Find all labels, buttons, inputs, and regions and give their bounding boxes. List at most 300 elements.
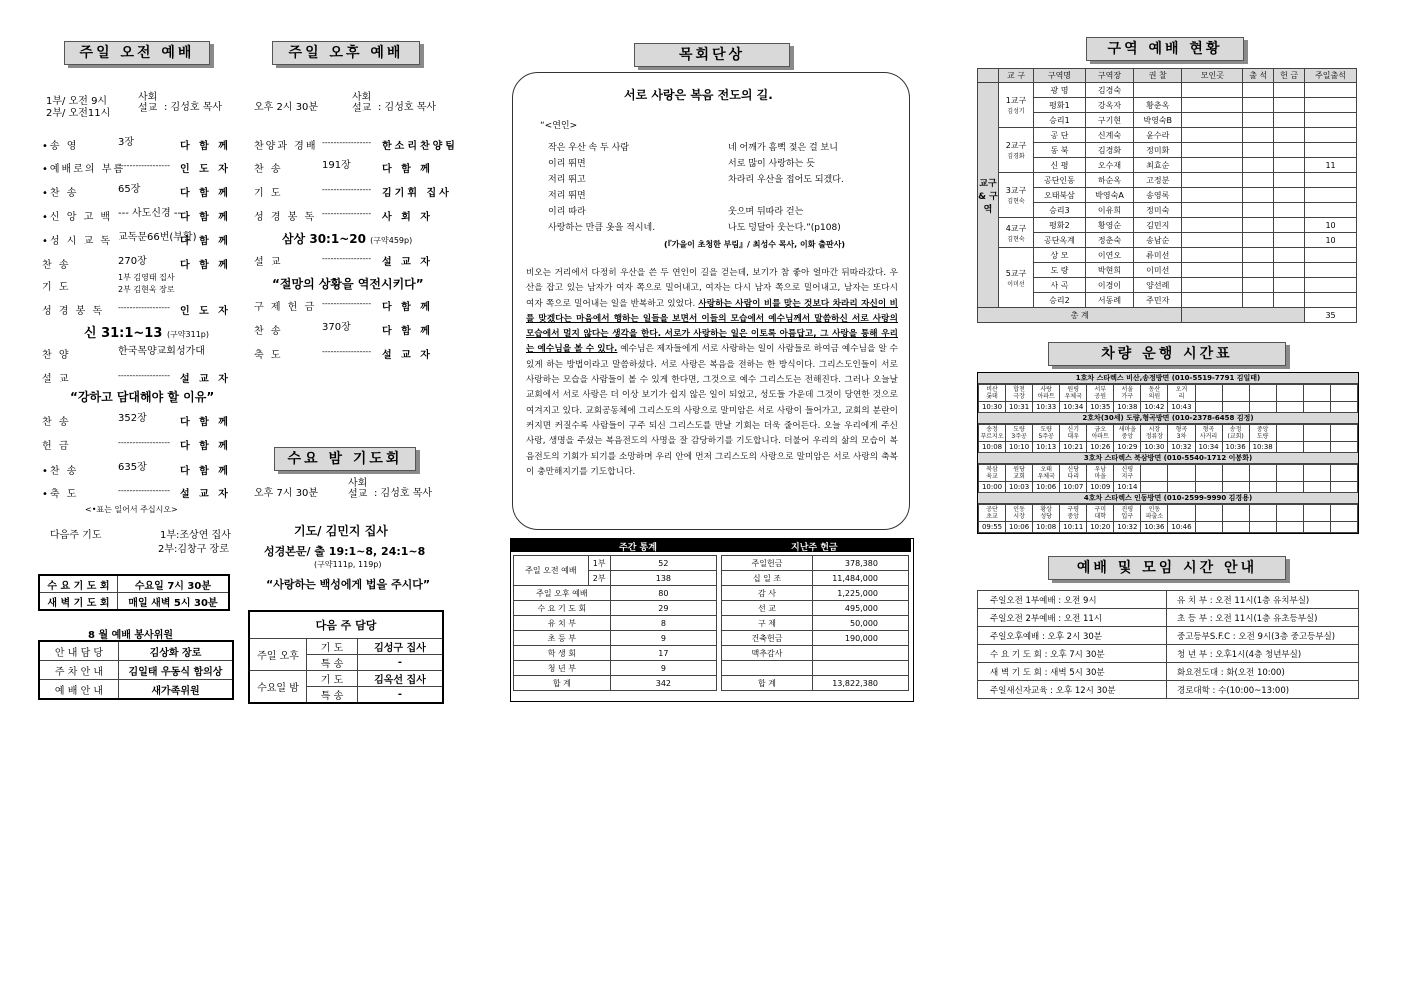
stats-value: 8	[610, 616, 716, 631]
bus-stops-row	[979, 465, 1358, 482]
district-cell: 평화1	[1034, 98, 1086, 113]
district-cell: 구기현	[1085, 113, 1133, 128]
bus-time: 10:29	[1114, 442, 1141, 453]
bus-stop: 시장 정류장	[1141, 425, 1168, 442]
district-cell	[1305, 173, 1357, 188]
bus-time	[1330, 442, 1357, 453]
bus-stop	[1330, 425, 1357, 442]
district-cell	[1274, 203, 1305, 218]
next-duty-group: 주일 오후	[249, 639, 307, 671]
district-cell: 오태북삼	[1034, 188, 1086, 203]
morning-item-label: 찬 송	[42, 260, 71, 271]
bus-time: 10:09	[1087, 482, 1114, 493]
prayer-time-label: 새 벽 기 도 회	[39, 593, 117, 611]
bus-time: 10:30	[1141, 442, 1168, 453]
next-duty-role: 기 도	[307, 671, 358, 687]
bus-time: 10:34	[1195, 442, 1222, 453]
morning-role: 사회 설교	[138, 92, 158, 114]
district-col-header: 헌 금	[1274, 69, 1305, 83]
bus-stop	[1168, 465, 1195, 482]
district-cell: 강옥자	[1085, 98, 1133, 113]
morning-item-person: 다 함 께	[180, 466, 231, 477]
bus-stop: 황상 성당	[1033, 505, 1060, 522]
district-cell	[1182, 188, 1243, 203]
district-cell	[1243, 128, 1274, 143]
district-cell: 정미화	[1134, 143, 1182, 158]
district-row	[978, 158, 1357, 173]
morning-item-label: 성 경 봉 독	[42, 306, 105, 317]
bus-time	[1249, 402, 1276, 413]
weekly-stats-table	[513, 555, 717, 691]
district-col-header: 교 구	[999, 69, 1034, 83]
district-col-header: 구역명	[1034, 69, 1086, 83]
district-cell: 김민지	[1134, 218, 1182, 233]
district-group	[999, 218, 1034, 248]
afternoon-item-detail: -----------------	[322, 254, 372, 263]
district-cell	[1182, 158, 1243, 173]
district-cell: 신 평	[1034, 158, 1086, 173]
wednesday-time: 오후 7시 30분	[254, 488, 319, 499]
bus-time: 10:32	[1114, 522, 1141, 533]
morning-item-detail: ------------------	[118, 371, 170, 380]
volunteer-row	[39, 680, 233, 700]
district-cell: 오수재	[1085, 158, 1133, 173]
afternoon-item-label: 찬 송	[254, 164, 283, 175]
next-prayer-label: 다음주 기도	[50, 530, 102, 541]
next-duty-group: 수요일 밤	[249, 671, 307, 704]
volunteers-title: 8 월 예배 봉사위원	[88, 630, 174, 641]
district-row	[978, 263, 1357, 278]
afternoon-item-label: 찬양과 경배	[254, 141, 318, 152]
district-cell	[1274, 83, 1305, 98]
morning-note: <•표는 일어서 주십시오>	[85, 505, 178, 514]
bus-time: 10:26	[1087, 442, 1114, 453]
district-cell	[1305, 278, 1357, 293]
bus-stop: 오태 우체국	[1033, 465, 1060, 482]
district-group-name: 3교구	[1005, 186, 1027, 195]
bus-time: 10:33	[1033, 402, 1060, 413]
morning-item-detail: ------------------	[118, 161, 170, 170]
district-row	[978, 173, 1357, 188]
district-total-row	[978, 308, 1357, 323]
district-group	[999, 128, 1034, 173]
pastor-column-header: 목회단상	[634, 43, 790, 67]
bus-time: 10:07	[1060, 482, 1087, 493]
district-cell	[1305, 263, 1357, 278]
district-cell	[1305, 188, 1357, 203]
next-duty-name: 김옥선 집사	[358, 671, 444, 687]
poem-line: 사랑하는 만큼 옷을 적시네.	[548, 223, 656, 233]
district-side-label: 교구 & 구역	[978, 83, 999, 308]
district-cell: 박영숙A	[1085, 188, 1133, 203]
morning-preacher: : 김성호 목사	[164, 102, 223, 113]
wednesday-header: 수요 밤 기도회	[274, 447, 416, 471]
stats-label: 유 치 부	[514, 616, 611, 631]
district-cell	[1243, 293, 1274, 308]
district-cell	[1305, 143, 1357, 158]
bus-stop	[1330, 465, 1357, 482]
district-cell: 박현희	[1085, 263, 1133, 278]
district-cell	[1274, 128, 1305, 143]
afternoon-item-label: 구 제 헌 금	[254, 302, 317, 313]
next-duty-name: -	[358, 687, 444, 704]
morning-item-label: 설 교	[42, 374, 71, 385]
district-cell: 정미숙	[1134, 203, 1182, 218]
afternoon-time: 오후 2시 30분	[254, 102, 319, 113]
district-cell	[1274, 143, 1305, 158]
district-cell	[1243, 263, 1274, 278]
bus-stop: 원당 교회	[1006, 465, 1033, 482]
stats-label: 청 년 부	[514, 661, 611, 676]
district-cell	[1243, 278, 1274, 293]
offering-label: 감 사	[722, 586, 813, 601]
bus-stop	[1303, 505, 1330, 522]
bus-stop	[1195, 505, 1222, 522]
district-cell	[1243, 233, 1274, 248]
meeting-left: 수 요 기 도 회 : 오후 7시 30분	[978, 645, 1167, 663]
bus-time	[1276, 482, 1303, 493]
district-row	[978, 98, 1357, 113]
poem-line: 나도 덩달아 웃는다.”(p108)	[728, 223, 841, 233]
district-cell: 승리2	[1034, 293, 1086, 308]
bus-stop: 구미 대학	[1087, 505, 1114, 522]
offering-value: 11,484,000	[813, 571, 909, 586]
bus-stop	[1222, 465, 1249, 482]
district-cell	[1182, 248, 1243, 263]
district-row	[978, 248, 1357, 263]
offering-value: 190,000	[813, 631, 909, 646]
district-cell	[1182, 83, 1243, 98]
stats-row	[514, 661, 717, 676]
district-cell	[1182, 113, 1243, 128]
offering-value: 50,000	[813, 616, 909, 631]
bus-stop	[1249, 505, 1276, 522]
district-group-leader: 이미선	[1007, 280, 1025, 288]
bus-time	[1141, 482, 1168, 493]
meeting-row	[978, 645, 1359, 663]
morning-item-detail: 교독문66번(부활)	[118, 232, 197, 243]
district-group-name: 5교구	[1005, 268, 1027, 278]
bus-stop: 진평 입구	[1114, 505, 1141, 522]
stats-row	[514, 601, 717, 616]
morning-item-person: 설 교 자	[180, 489, 231, 500]
bus-stops-row	[979, 385, 1358, 402]
district-cell	[1274, 188, 1305, 203]
bus-time: 10:36	[1141, 522, 1168, 533]
district-cell: 박영숙B	[1134, 113, 1182, 128]
district-cell	[1305, 248, 1357, 263]
stats-value: 342	[610, 676, 716, 691]
wednesday-scripture: 성경본문/ 출 19:1~8, 24:1~8	[264, 545, 426, 558]
morning-sermon-title: “강하고 담대해야 할 이유”	[70, 390, 215, 404]
meeting-left: 주일오전 1부예배 : 오전 9시	[978, 591, 1167, 609]
district-group-leader: 김현숙	[1007, 235, 1025, 243]
weekly-stats-title: 주간 통계	[619, 543, 657, 553]
stats-row	[514, 556, 717, 571]
afternoon-item-detail: 370장	[322, 322, 351, 333]
bus-time	[1195, 522, 1222, 533]
district-col-header: 출 석	[1243, 69, 1274, 83]
bus-schedule	[977, 372, 1359, 534]
morning-item-label: 헌 금	[42, 441, 71, 452]
offering-value: 13,822,380	[813, 676, 909, 691]
pastor-column-body	[526, 266, 898, 522]
morning-item-label: •성 시 교 독	[42, 236, 113, 247]
afternoon-item-detail: -----------------	[322, 347, 372, 356]
offering-label: 구 제	[722, 616, 813, 631]
prayer-time-row	[39, 575, 229, 593]
poem-line: 서로 많이 사랑하는 듯	[728, 159, 815, 169]
wednesday-title: “사랑하는 백성에게 법을 주시다”	[266, 578, 431, 591]
district-group-leader: 김현숙	[1007, 198, 1025, 205]
morning-item-detail: 635장	[118, 462, 147, 473]
offering-label	[722, 661, 813, 676]
district-cell	[1134, 83, 1182, 98]
bus-time: 10:20	[1087, 522, 1114, 533]
district-cell: 이연오	[1085, 248, 1133, 263]
stats-label: 초 등 부	[514, 631, 611, 646]
bus-time: 10:32	[1168, 442, 1195, 453]
meeting-header: 예배 및 모임 시간 안내	[1048, 556, 1286, 580]
bus-stop	[1276, 465, 1303, 482]
district-cell	[1182, 98, 1243, 113]
district-cell	[1182, 293, 1243, 308]
bus-route-title: 3호차 스타렉스 북삼방면 (010-5540-1712 이봉화)	[978, 453, 1358, 464]
district-cell	[1305, 98, 1357, 113]
wednesday-role: 사회 설교	[348, 478, 368, 500]
offering-title: 지난주 헌금	[791, 543, 838, 553]
district-header: 구역 예배 현황	[1086, 37, 1244, 61]
bus-time: 10:10	[1006, 442, 1033, 453]
morning-time-2: 2부/ 오전11시	[46, 108, 111, 119]
morning-item-detail: ------------------	[118, 486, 170, 495]
bus-stop	[1330, 385, 1357, 402]
bus-stop	[1141, 465, 1168, 482]
offering-label: 건축헌금	[722, 631, 813, 646]
bus-time: 10:06	[1033, 482, 1060, 493]
bus-stop	[1276, 505, 1303, 522]
bus-stop	[1303, 425, 1330, 442]
bus-stop: 형곡 3차	[1168, 425, 1195, 442]
wednesday-prayer: 기도/ 김민지 집사	[294, 524, 388, 538]
district-cell: 평화2	[1034, 218, 1086, 233]
district-cell	[1243, 158, 1274, 173]
bus-time	[1168, 482, 1195, 493]
next-duty-row	[249, 671, 443, 687]
prayer-time-label: 수 요 기 도 회	[39, 575, 117, 593]
district-cell: 도 량	[1034, 263, 1086, 278]
bus-time: 10:08	[1033, 522, 1060, 533]
bus-time	[1303, 482, 1330, 493]
district-row	[978, 113, 1357, 128]
district-cell: 공 단	[1034, 128, 1086, 143]
district-header-row	[978, 69, 1357, 83]
volunteer-name: 김일태 우동식 함의상	[119, 661, 234, 680]
bus-time: 10:21	[1060, 442, 1087, 453]
bus-time: 10:34	[1060, 402, 1087, 413]
district-cell: 승리3	[1034, 203, 1086, 218]
poem-line: 저리 뛰고	[548, 175, 586, 185]
bus-time	[1276, 402, 1303, 413]
bus-stop: 인동 시장	[1006, 505, 1033, 522]
prayer-time-value: 매일 새벽 5시 30분	[117, 593, 229, 611]
district-col-header: 구역장	[1085, 69, 1133, 83]
meeting-row	[978, 591, 1359, 609]
district-row	[978, 143, 1357, 158]
afternoon-item-detail: -----------------	[322, 185, 372, 194]
district-cell: 이유희	[1085, 203, 1133, 218]
district-cell	[1274, 233, 1305, 248]
meeting-right: 유 치 부 : 오전 11시(1층 유치부실)	[1167, 591, 1359, 609]
district-row	[978, 233, 1357, 248]
bus-stop: 원평 우체국	[1060, 385, 1087, 402]
bus-time: 09:55	[979, 522, 1006, 533]
district-cell	[1305, 113, 1357, 128]
bus-time: 10:13	[1033, 442, 1060, 453]
bus-stop	[1276, 425, 1303, 442]
next-duty-role: 기 도	[307, 639, 358, 655]
bus-time: 10:03	[1006, 482, 1033, 493]
afternoon-item-label: 설 교	[254, 257, 283, 268]
bus-stop: 북삼 육교	[979, 465, 1006, 482]
bus-time	[1222, 522, 1249, 533]
bus-time	[1195, 402, 1222, 413]
morning-item-person: 다 함 께	[180, 236, 231, 247]
morning-scripture-page: (구약311p)	[166, 330, 209, 339]
afternoon-item-label: 성 경 봉 독	[254, 212, 317, 223]
bus-stop: 서울 가구	[1114, 385, 1141, 402]
bus-time	[1330, 482, 1357, 493]
bus-time	[1303, 522, 1330, 533]
offering-row	[722, 631, 909, 646]
volunteer-name: 새가족위원	[119, 680, 234, 700]
column-paragraph-2: 사랑하는 사람이 비를 맞는 것보다 차라리 자신이 비를 맞겠다는 마음에서 행하는 일들을 보면서 이들의 모습에서 예수님께서 말씀하신 서로 사랑의 모습에서 멀지 않다는 생각을 한다. 서로가 사랑하는 일은 이토록 아름답고, 그 사랑을 통해 우리는 예수님을 볼 수 있다.	[526, 298, 898, 355]
meeting-row	[978, 663, 1359, 681]
morning-item-label: 기 도	[42, 282, 71, 293]
stats-row	[514, 616, 717, 631]
next-duty-role: 특 송	[307, 687, 358, 704]
meeting-left: 주일오후예배 : 오후 2시 30분	[978, 627, 1167, 645]
stats-value: 80	[610, 586, 716, 601]
afternoon-scripture-ref: 삼상 30:1~20	[282, 232, 366, 246]
morning-item-label: •신 앙 고 백	[42, 212, 113, 223]
bus-stop: 신기 대우	[1060, 425, 1087, 442]
morning-item-detail: 270장	[118, 256, 147, 267]
district-cell	[1243, 98, 1274, 113]
bus-time: 10:35	[1087, 402, 1114, 413]
afternoon-scripture-page: (구약459p)	[370, 236, 413, 245]
morning-item-detail: 1부 김영태 집사 2부 김현욱 장로	[118, 273, 175, 294]
prayer-time-row	[39, 593, 229, 611]
bus-stop	[1276, 385, 1303, 402]
district-cell: 김경화	[1085, 143, 1133, 158]
stats-sublabel: 1부	[588, 556, 610, 571]
district-cell	[1243, 248, 1274, 263]
bus-stop: 인동 파출소	[1141, 505, 1168, 522]
bus-stop: 신평 지구	[1114, 465, 1141, 482]
afternoon-item-person: 다 함 께	[382, 164, 433, 175]
bus-route-table	[978, 424, 1358, 453]
morning-item-person: 다 함 께	[180, 188, 231, 199]
offering-label: 맥추감사	[722, 646, 813, 661]
next-duty-name: 김성구 집사	[358, 639, 444, 655]
next-duty-name: -	[358, 655, 444, 671]
stats-label: 수 요 기 도 회	[514, 601, 611, 616]
morning-item-label: •찬 송	[42, 466, 79, 477]
district-cell: 광 명	[1034, 83, 1086, 98]
stats-label: 주일 오전 예배	[514, 556, 589, 586]
morning-item-person: 다 함 께	[180, 441, 231, 452]
morning-worship-header: 주일 오전 예배	[64, 41, 210, 65]
bus-time: 10:06	[1006, 522, 1033, 533]
bus-time	[1249, 522, 1276, 533]
morning-item-person: 설 교 자	[180, 374, 231, 385]
volunteer-role: 예 배 안 내	[39, 680, 119, 700]
bus-stop	[1222, 385, 1249, 402]
district-col-header: 모인곳	[1182, 69, 1243, 83]
morning-time-1: 1부/ 오전 9시	[46, 96, 108, 107]
bus-time	[1303, 402, 1330, 413]
afternoon-role: 사회 설교	[352, 92, 372, 114]
offering-value: 1,225,000	[813, 586, 909, 601]
stats-label: 학 생 회	[514, 646, 611, 661]
morning-item-person: 다 함 께	[180, 260, 231, 271]
offering-label: 합 계	[722, 676, 813, 691]
district-cell: 공단옥계	[1034, 233, 1086, 248]
afternoon-item-person: 김기휘 집사	[382, 188, 452, 199]
column-paragraph-1: 비오는 거리에서 다정히 우산을 쓴 두 연인이 길을 걷는데, 보기가 참 좋아 얼마간 뒤따라갔다. 우산을 잡고 있는 남자가 여자 쪽으로 밀어내고, 여자는 다시 남자 쪽으로 밀어내고, 남자는 또다시 여자 쪽으로 밀어내는 일을 반복하고 있었다.	[526, 268, 898, 309]
morning-item-person: 다 함 께	[180, 141, 231, 152]
bus-time: 10:36	[1222, 442, 1249, 453]
bus-time: 10:46	[1168, 522, 1195, 533]
afternoon-preacher: : 김성호 목사	[378, 102, 437, 113]
wednesday-scripture-page: (구약111p, 119p)	[314, 560, 382, 569]
morning-item-label: •축 도	[42, 489, 79, 500]
bus-time: 10:42	[1141, 402, 1168, 413]
district-cell	[1182, 218, 1243, 233]
district-cell	[1182, 263, 1243, 278]
offering-row	[722, 601, 909, 616]
bus-time: 10:43	[1168, 402, 1195, 413]
bus-stop	[1168, 505, 1195, 522]
district-cell: 송남순	[1134, 233, 1182, 248]
district-group-name: 1교구	[1005, 96, 1027, 105]
district-cell: 10	[1305, 218, 1357, 233]
bus-route-title: 2호차(30세) 도량,형곡방면 (010-2378-6458 김정)	[978, 413, 1358, 424]
district-cell	[1274, 98, 1305, 113]
next-duty-table	[248, 610, 444, 704]
bus-stop: 도량 5주공	[1033, 425, 1060, 442]
stats-row	[514, 586, 717, 601]
bus-stop: 비산 롯데	[979, 385, 1006, 402]
offering-row	[722, 676, 909, 691]
offering-value: 495,000	[813, 601, 909, 616]
morning-item-person: 다 함 께	[180, 417, 231, 428]
district-cell	[1274, 278, 1305, 293]
district-cell: 윤수라	[1134, 128, 1182, 143]
bus-route-title: 4호차 스타렉스 인동방면 (010-2599-9990 김경용)	[978, 493, 1358, 504]
volunteer-row	[39, 661, 233, 680]
district-cell: 서동례	[1085, 293, 1133, 308]
stats-row	[514, 676, 717, 691]
morning-item-person: 인 도 자	[180, 306, 231, 317]
meeting-right: 경로대학 : 수(10:00~13:00)	[1167, 681, 1359, 699]
district-cell	[1305, 203, 1357, 218]
stats-row	[514, 646, 717, 661]
district-cell: 이경이	[1085, 278, 1133, 293]
next-duty-title: 다음 주 담당	[249, 611, 443, 639]
bus-stop: 합천 극장	[1006, 385, 1033, 402]
